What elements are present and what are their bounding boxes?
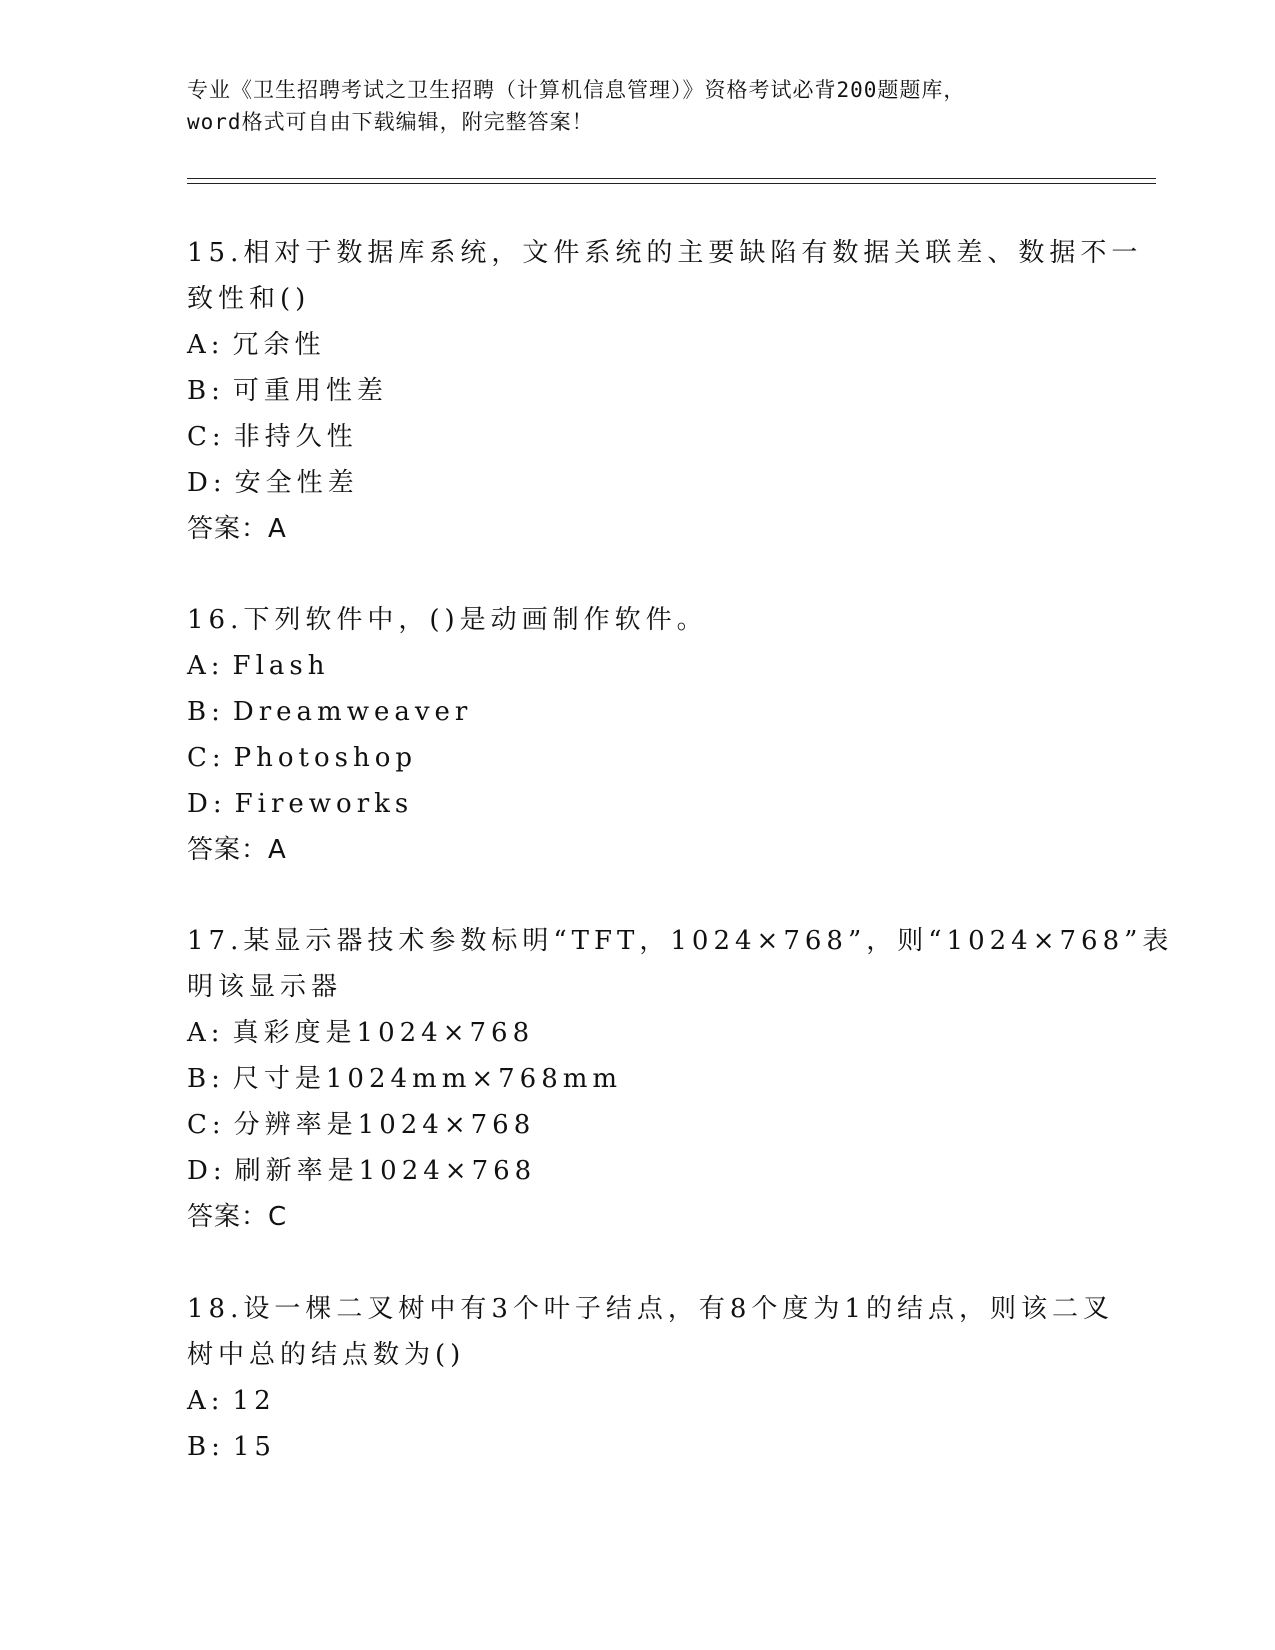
option-text: 非持久性 xyxy=(233,422,358,452)
option-d xyxy=(187,781,1087,827)
option-text: Flash xyxy=(232,651,330,681)
answer-line xyxy=(187,827,1087,873)
option-label: A: xyxy=(187,1386,225,1416)
option-a xyxy=(187,1378,1087,1424)
option-text: 可重用性差 xyxy=(232,376,388,406)
document-header xyxy=(187,74,1087,138)
option-text: 12 xyxy=(232,1386,276,1416)
option-label: C: xyxy=(187,1110,226,1140)
option-text: 刷新率是1024×768 xyxy=(234,1156,537,1186)
option-text: Fireworks xyxy=(234,789,414,819)
option-label: A: xyxy=(187,651,225,681)
question-stem-line: 致性和() xyxy=(187,284,311,314)
answer-label: 答案： xyxy=(187,835,269,865)
header-divider-top xyxy=(187,178,1156,179)
question-16 xyxy=(187,597,1087,873)
question-15 xyxy=(187,230,1143,552)
option-label: B: xyxy=(187,1432,225,1462)
header-divider-bottom xyxy=(187,183,1156,184)
question-stem-line: 16.下列软件中，()是动画制作软件。 xyxy=(187,605,708,635)
option-label: D: xyxy=(187,468,227,498)
option-b xyxy=(187,368,1087,414)
option-label: D: xyxy=(187,1156,227,1186)
question-17 xyxy=(187,918,1174,1240)
option-d xyxy=(187,460,1087,506)
option-label: C: xyxy=(187,743,226,773)
option-b xyxy=(187,689,1087,735)
option-label: B: xyxy=(187,1064,225,1094)
question-stem-line: 15.相对于数据库系统，文件系统的主要缺陷有数据关联差、数据不一 xyxy=(187,238,1143,268)
option-a xyxy=(187,1010,1087,1056)
answer-label: 答案： xyxy=(187,514,269,544)
option-text: Photoshop xyxy=(233,743,418,773)
option-text: Dreamweaver xyxy=(232,697,473,727)
question-stem-line: 明该显示器 xyxy=(187,972,343,1002)
option-text: 分辨率是1024×768 xyxy=(233,1110,536,1140)
answer-label: 答案： xyxy=(187,1202,269,1232)
option-label: A: xyxy=(187,1018,225,1048)
option-b xyxy=(187,1424,1087,1470)
answer-line xyxy=(187,506,1087,552)
option-a xyxy=(187,643,1087,689)
option-c xyxy=(187,735,1087,781)
answer-value: A xyxy=(268,514,287,544)
option-text: 安全性差 xyxy=(234,468,359,498)
option-text: 15 xyxy=(232,1432,276,1462)
option-d xyxy=(187,1148,1087,1194)
header-line-1: 专业《卫生招聘考试之卫生招聘（计算机信息管理）》资格考试必背200题题库， xyxy=(187,78,966,102)
option-b xyxy=(187,1056,1087,1102)
answer-line xyxy=(187,1194,1087,1240)
option-c xyxy=(187,414,1087,460)
header-line-2: word格式可自由下载编辑，附完整答案！ xyxy=(187,110,594,134)
option-label: B: xyxy=(187,697,225,727)
option-a xyxy=(187,322,1087,368)
option-text: 冗余性 xyxy=(232,330,326,360)
question-18 xyxy=(187,1286,1114,1470)
option-label: D: xyxy=(187,789,227,819)
option-label: C: xyxy=(187,422,226,452)
option-text: 真彩度是1024×768 xyxy=(232,1018,535,1048)
question-stem-line: 18.设一棵二叉树中有3个叶子结点，有8个度为1的结点，则该二叉 xyxy=(187,1294,1114,1324)
option-label: A: xyxy=(187,330,225,360)
option-label: B: xyxy=(187,376,225,406)
option-text: 尺寸是1024mm×768mm xyxy=(232,1064,623,1094)
answer-value: C xyxy=(268,1202,288,1232)
question-stem-line: 17.某显示器技术参数标明“TFT，1024×768”，则“1024×768”表 xyxy=(187,926,1174,956)
option-c xyxy=(187,1102,1087,1148)
answer-value: A xyxy=(268,835,287,865)
question-stem-line: 树中总的结点数为() xyxy=(187,1340,466,1370)
